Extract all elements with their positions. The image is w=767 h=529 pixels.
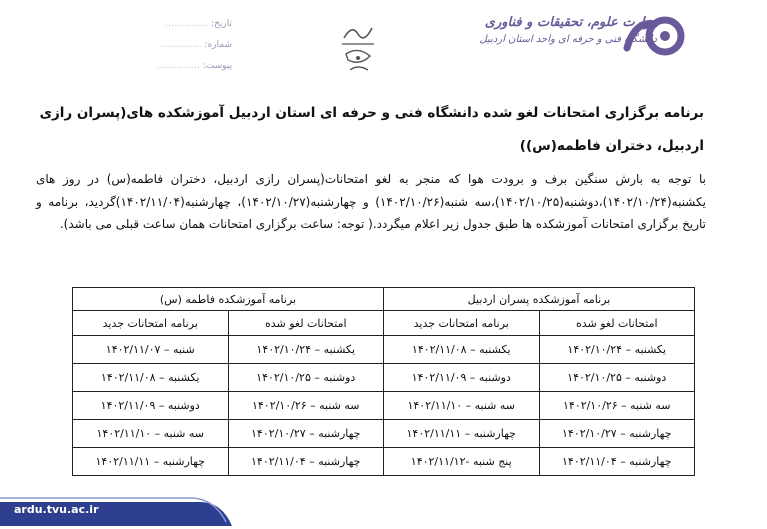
fatemeh-new-cell: دوشنبه – ۱۴۰۲/۱۱/۰۹ bbox=[73, 392, 229, 420]
fatemeh-cancelled-cell: سه شنبه – ۱۴۰۲/۱۰/۲۶ bbox=[228, 392, 384, 420]
razi-cancelled-header: امتحانات لغو شده bbox=[539, 311, 695, 336]
fatemeh-cancelled-cell: چهارشنبه – ۱۴۰۲/۱۰/۲۷ bbox=[228, 420, 384, 448]
fatemeh-new-cell: چهارشنبه – ۱۴۰۲/۱۱/۱۱ bbox=[73, 448, 229, 476]
calligraphy-emblem-icon bbox=[336, 20, 380, 78]
table-column-header bbox=[73, 311, 695, 336]
fatemeh-cancelled-cell: چهارشنبه – ۱۴۰۲/۱۱/۰۴ bbox=[228, 448, 384, 476]
fatemeh-cancelled-header: امتحانات لغو شده bbox=[228, 311, 384, 336]
letter-meta bbox=[152, 17, 232, 80]
table-row bbox=[73, 420, 695, 448]
ministry-header bbox=[480, 14, 657, 48]
announcement-body: با توجه به بارش سنگین برف و برودت هوا که منجر به لغو امتحانات(پسران رازی اردبیل، دختران فاطمه(س) در روز های یکشنبه(۱۴۰۲/۱۰/۲۴)،دوشنبه(۱۴۰۲/۱۰/۲۵)،سه شنبه(۱۴۰۲/۱۰/۲۶) و چهارشنبه(۱۴۰۲/۱۰/۲۷)، چهارشنبه(۱۴۰۲/۱۱/۰۴)گردید، برنامه و تاریخ برگزاری امتحانات آموزشکده ها طبق جدول زیر اعلام میگردد.( توجه: ساعت برگزاری امتحانات همان ساعت قبلی می باشد). bbox=[36, 172, 706, 231]
attachment-label: پیوست: bbox=[202, 61, 232, 71]
number-field bbox=[152, 38, 232, 59]
razi-cancelled-cell: چهارشنبه – ۱۴۰۲/۱۱/۰۴ bbox=[539, 448, 695, 476]
number-dots: ............... bbox=[158, 40, 202, 50]
razi-cancelled-cell: یکشنبه – ۱۴۰۲/۱۰/۲۴ bbox=[539, 336, 695, 364]
group-fatemeh-header: برنامه آموزشکده فاطمه (س) bbox=[73, 288, 384, 311]
ministry-name: وزارت علوم، تحقیقات و فناوری bbox=[484, 15, 657, 30]
document-title: برنامه برگزاری امتحانات لغو شده دانشگاه فنی و حرفه ای استان اردبیل آموزشکده های(پسران رازی اردبیل، دختران فاطمه(س)) bbox=[39, 105, 704, 154]
fatemeh-new-cell: یکشنبه – ۱۴۰۲/۱۱/۰۸ bbox=[73, 364, 229, 392]
razi-new-cell: چهارشنبه – ۱۴۰۲/۱۱/۱۱ bbox=[384, 420, 540, 448]
date-label: تاریخ: bbox=[211, 19, 232, 29]
table-row bbox=[73, 448, 695, 476]
fatemeh-new-cell: سه شنبه – ۱۴۰۲/۱۱/۱۰ bbox=[73, 420, 229, 448]
group-razi-header: برنامه آموزشکده پسران اردبیل bbox=[384, 288, 695, 311]
table-row bbox=[73, 336, 695, 364]
branch-name: دانشگاه فنی و حرفه ای واحد استان اردبیل bbox=[479, 34, 657, 45]
table-row bbox=[73, 392, 695, 420]
footer-site-link[interactable]: ardu.tvu.ac.ir bbox=[14, 503, 99, 516]
number-label: شماره: bbox=[204, 40, 232, 50]
razi-new-cell: سه شنبه – ۱۴۰۲/۱۱/۱۰ bbox=[384, 392, 540, 420]
attachment-dots: ............... bbox=[156, 61, 200, 71]
date-dots: ............... bbox=[165, 19, 209, 29]
razi-new-cell: پنج شنبه -۱۴۰۲/۱۱/۱۲ bbox=[384, 448, 540, 476]
fatemeh-new-header: برنامه امتحانات جدید bbox=[73, 311, 229, 336]
razi-new-header: برنامه امتحانات جدید bbox=[384, 311, 540, 336]
razi-new-cell: یکشنبه – ۱۴۰۲/۱۱/۰۸ bbox=[384, 336, 540, 364]
razi-cancelled-cell: چهارشنبه – ۱۴۰۲/۱۰/۲۷ bbox=[539, 420, 695, 448]
fatemeh-cancelled-cell: دوشنبه – ۱۴۰۲/۱۰/۲۵ bbox=[228, 364, 384, 392]
fatemeh-cancelled-cell: یکشنبه – ۱۴۰۲/۱۰/۲۴ bbox=[228, 336, 384, 364]
fatemeh-new-cell: شنبه – ۱۴۰۲/۱۱/۰۷ bbox=[73, 336, 229, 364]
table-group-header bbox=[73, 288, 695, 311]
attachment-field bbox=[152, 59, 232, 80]
date-field bbox=[152, 17, 232, 38]
razi-new-cell: دوشنبه – ۱۴۰۲/۱۱/۰۹ bbox=[384, 364, 540, 392]
table-row bbox=[73, 364, 695, 392]
razi-cancelled-cell: دوشنبه – ۱۴۰۲/۱۰/۲۵ bbox=[539, 364, 695, 392]
exam-schedule-table bbox=[72, 287, 695, 476]
razi-cancelled-cell: سه شنبه – ۱۴۰۲/۱۰/۲۶ bbox=[539, 392, 695, 420]
